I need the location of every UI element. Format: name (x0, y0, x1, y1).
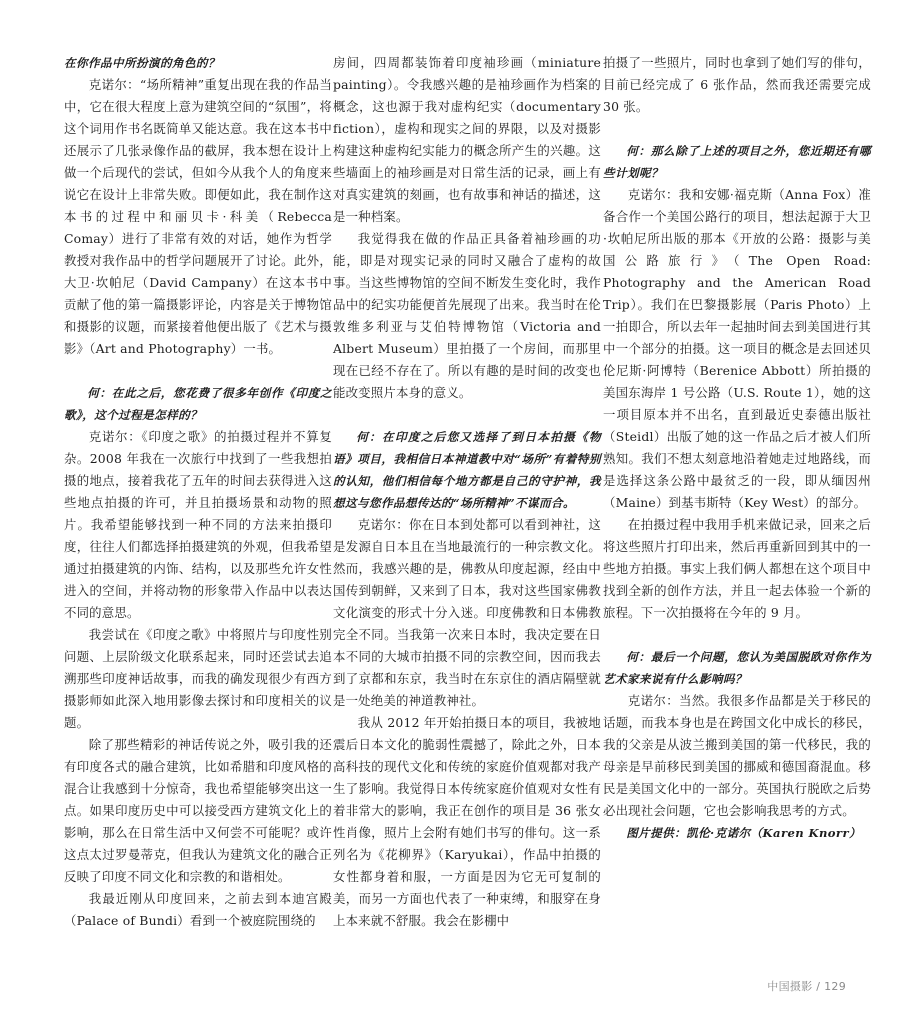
interview-question: 何：在此之后，您花费了很多年创作《印度之歌》，这个过程是怎样的？ (64, 386, 332, 422)
body-paragraph: 我最近刚从印度回来，之前去到本迪宫殿（Palace of Bundi）看到一个被庭院围绕的 (64, 891, 332, 928)
body-paragraph: 除了那些精彩的神话传说之外，吸引我的还有印度各式的融合建筑，比如希腊和印度风格的混合让我感到十分惊奇，我也希望能够突出这一点。如果印度历史中可以接受西方建筑文化上的影响，那么在日常生活中又何尝不可能呢？或许这点太过罗曼蒂克，但我认为建筑文化的融合正反映了印度不同文化和宗教的和谐相处。 (64, 737, 332, 884)
body-paragraph-continued: 拍摄了一些照片，同时也拿到了她们写的俳句，目前已经完成了 6 张作品，然而我还需要完成 30 张。 (603, 55, 871, 114)
question-continued: 在你作品中所扮演的角色的？ (64, 56, 220, 70)
answer-paragraph: 克诺尔：《印度之歌》的拍摄过程并不算复杂。2008 年我在一次旅行中找到了一些我想拍摄的地点，接着我花了五年的时间去获得进入这些地点拍摄的许可，并且拍摄场景和动物的照片。我希望能够找到一种不同的方法来拍摄印度，往往人们都选择拍摄建筑的外观，但我希望通过拍摄建筑的内饰、结构，以及那些允许女性进入的空间，并将动物的形象带入作品中以表达不同的意思。 (64, 429, 332, 620)
interview-question: 何：在印度之后您又选择了到日本拍摄《物语》项目，我相信日本神道教中对“场所”有着特别的认知，他们相信每个地方都是自己的守护神，我想这与您作品想传达的“场所精神”不谋而合。 (333, 430, 601, 510)
text-column-2 (333, 52, 601, 932)
photo-credit: 图片提供：凯伦·克诺尔（Karen Knorr） (626, 826, 861, 840)
body-paragraph-continued: 房间，四周都装饰着印度袖珍画（miniature painting）。令我感兴趣的是袖珍画作为档案的概念，这也源于我对虚构纪实（documentary fiction），虚构和现实之间的界限，以及对摄影构建这种虚构纪实能力的概念所产生的兴趣。这些墙面上的袖珍画是对日常生活的记录，画上有对真实建筑的刻画，也有故事和神话的描述，这是一种档案。 (333, 55, 601, 224)
answer-paragraph: 克诺尔：你在日本到处都可以看到神社，这是发源自日本且在当地最流行的一种宗教文化。然而，我感兴趣的是，佛教从印度起源，经由中国传到朝鲜，又来到了日本，我对这些国家佛教文化演变的形式十分入迷。印度佛教和日本佛教完全不同。当我第一次来日本时，我决定要在日本不同的大城市拍摄不同的宗教空间，因而我去到了京都和东京，我当时在东京住的酒店隔壁就是一处绝美的神道教神社。 (333, 517, 601, 708)
interview-question: 何：那么除了上述的项目之外，您近期还有哪些计划呢？ (603, 144, 871, 180)
text-column-1 (64, 52, 332, 932)
answer-paragraph: 克诺尔：我和安娜·福克斯（Anna Fox）准备合作一个美国公路行的项目，想法起源于大卫·坎帕尼所出版的那本《开放的公路：摄影与美国公路旅行》（The Open Road: Photography and the American Road Trip）。我们在巴黎摄影展（Paris Photo）上一拍即合，所以去年一起抽时间去到美国进行其中一个部分的拍摄。这一项目的概念是去回述贝伦尼斯·阿博特（Berenice Abbott）所拍摄的美国东海岸 1 号公路（U.S. Route 1），她的这一项目原本并不出名，直到最近史泰德出版社（Steidl）出版了她的这一作品之后才被人们所熟知。我们不想太刻意地沿着她走过地路线，而是选择这条公路中最贫乏的一段，即从缅因州（Maine）到基韦斯特（Key West）的部分。 (603, 187, 871, 510)
text-column-3 (603, 52, 871, 844)
interview-question: 何：最后一个问题，您认为美国脱欧对你作为艺术家来说有什么影响吗？ (603, 650, 871, 686)
body-paragraph: 我从 2012 年开始拍摄日本的项目，我被地震后日本文化的脆弱性震撼了，除此之外，日本高科技的现代文化和传统的家庭价值观都对我产生了影响。我觉得日本传统家庭价值观对女性有着非常大的影响，我正在创作的项目是 36 张女性肖像，照片上会附有她们书写的俳句。这一系列名为《花柳界》（Karyukai），作品中拍摄的女性都身着和服，一方面是因为它无可复制的美，而另一方面也代表了一种束缚，和服穿在身上本来就不舒服。我会在影棚中 (333, 715, 601, 928)
spacer (603, 624, 871, 646)
answer-paragraph: 克诺尔：“场所精神”重复出现在我的作品当中，它在很大程度上意为建筑空间的“氛围”，将这个词用作书名既简单又能达意。我在这本书中还展示了几张录像作品的截屏，我本想在设计上做一个后现代的尝试，但如今从我个人的角度来说它在设计上非常失败。即便如此，我在制作这本书的过程中和丽贝卡·科美（Rebecca Comay）进行了非常有效的对话，她作为哲学教授对我作品中的哲学问题展开了讨论。此外，大卫·坎帕尼（David Campany）在这本书中贡献了他的第一篇摄影评论，内容是关于博物馆和摄影的议题，而紧接着他便出版了《艺术与摄影》（Art and Photography）一书。 (64, 77, 332, 356)
body-paragraph: 在拍摄过程中我用手机来做记录，回来之后将这些照片打印出来，然后再重新回到其中的一些地方拍摄。事实上我们俩人都想在这个项目中找到全新的创作方法，并且一起去体验一个新的旅程。下一次拍摄将在今年的 9 月。 (603, 517, 871, 620)
body-paragraph: 我尝试在《印度之歌》中将照片与印度性别问题、上层阶级文化联系起来，同时还尝试去追溯那些印度神话故事，而我的确发现很少有西方摄影师如此深入地用影像去探讨和印度相关的议题。 (64, 627, 332, 730)
spacer (64, 360, 332, 382)
spacer (333, 404, 601, 426)
body-paragraph: 我觉得我在做的作品正具备着袖珍画的功能，即是对现实记录的同时又融合了虚构的故事。当这些博物馆的空间不断发生变化时，我作品中的纪实功能便首先展现了出来。我当时在伦敦维多利亚与艾伯特博物馆（Victoria and Albert Museum）里拍摄了一个房间，而那里现在已经不存在了。所以有趣的是时间的改变也能改变照片本身的意义。 (333, 231, 601, 400)
answer-paragraph: 克诺尔：当然。我很多作品都是关于移民的话题，而我本身也是在跨国文化中成长的移民，我的父亲是从波兰搬到美国的第一代移民，我的母亲是早前移民到美国的挪威和德国裔混血。移民是美国文化中的一部分。英国执行脱欧之后势必出现社会问题，它也会影响我思考的方式。 (603, 693, 871, 818)
page-footer: 中国摄影 / 129 (767, 980, 846, 993)
spacer (603, 118, 871, 140)
